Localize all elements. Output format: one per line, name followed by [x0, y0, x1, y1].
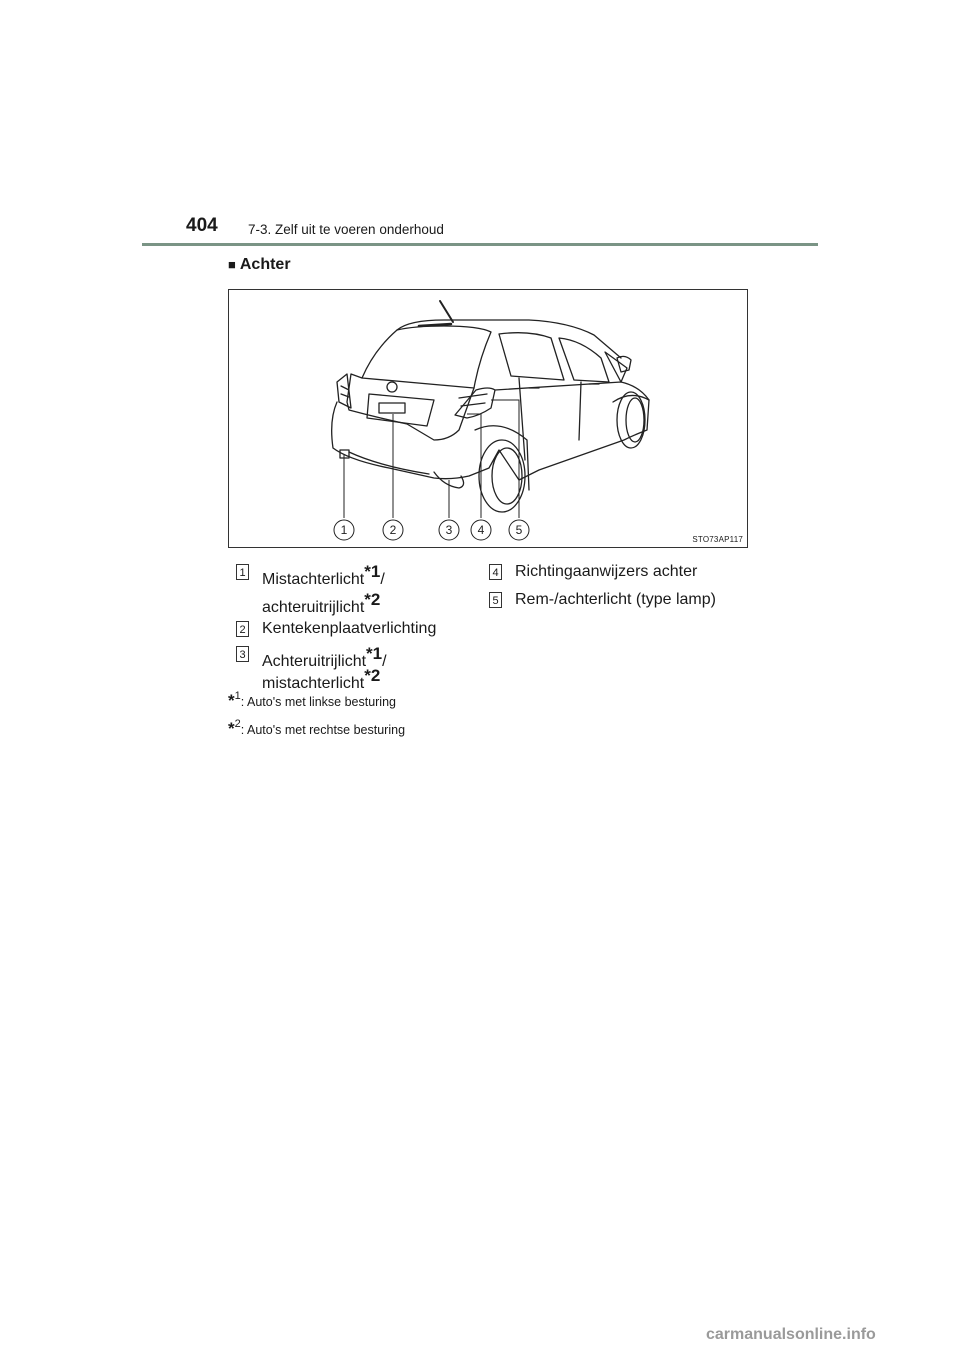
callout-2: 2	[389, 523, 397, 537]
section-heading	[228, 256, 291, 274]
legend-text-line2: achteruitrijlicht$^{*2}$	[262, 590, 381, 616]
header-rule	[142, 243, 818, 246]
item-number-box: 4	[489, 564, 502, 580]
item-number-box: 5	[489, 592, 502, 608]
legend-text: Mistachterlicht$^{*1}$/	[262, 562, 385, 588]
footnote-2: *$^2$: Auto's met rechtse besturing	[228, 718, 406, 738]
figure-code: STO73AP117	[692, 535, 743, 544]
item-number-box: 2	[236, 621, 249, 637]
item-number-box: 3	[236, 646, 249, 662]
callout-1: 1	[340, 523, 348, 537]
legend-text: Kentekenplaatverlichting	[262, 620, 437, 637]
item-number-box: 1	[236, 564, 249, 580]
footnote-1: *$^1$: Auto's met linkse besturing	[228, 690, 396, 710]
legend-text: Richtingaanwijzers achter	[515, 563, 698, 580]
legend-text-line2: mistachterlicht$^{*2}$	[262, 666, 381, 692]
rear-car-illustration	[228, 289, 748, 548]
heading-text: Achter	[239, 256, 291, 273]
page-number: 404	[186, 215, 218, 236]
callout-3: 3	[445, 523, 453, 537]
legend-text: Achteruitrijlicht$^{*1}$/	[262, 644, 387, 670]
section-title: 7-3. Zelf uit te voeren onderhoud	[248, 222, 444, 237]
callout-5: 5	[515, 523, 523, 537]
figure-callouts	[334, 520, 529, 540]
legend-text: Rem-/achterlicht (type lamp)	[515, 591, 716, 608]
callout-4: 4	[477, 523, 485, 537]
car-drawing	[229, 290, 749, 549]
watermark: carmanualsonline.info	[706, 1326, 876, 1343]
square-bullet-icon: ■	[228, 257, 236, 272]
